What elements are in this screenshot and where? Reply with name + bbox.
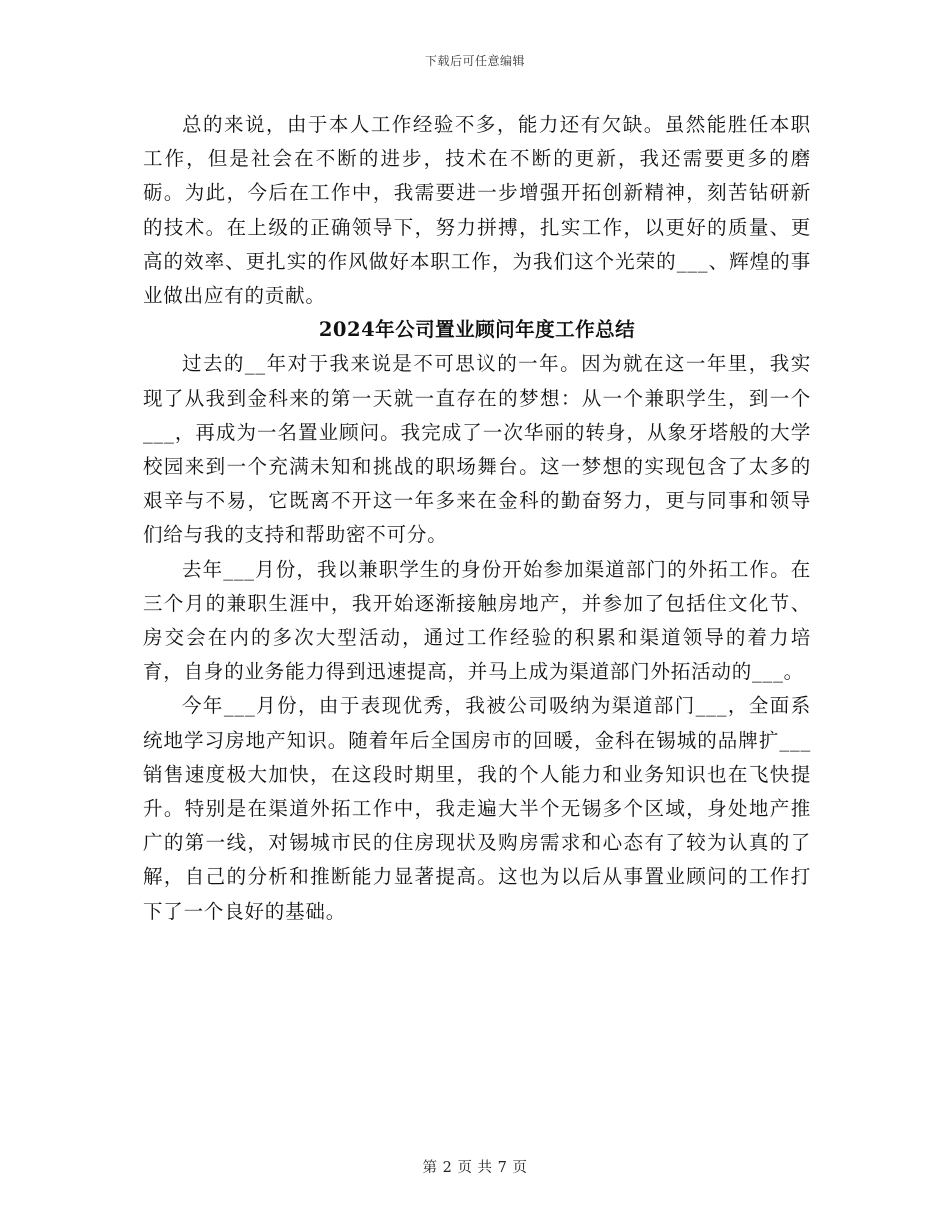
section-title: 2024年公司置业顾问年度工作总结	[318, 318, 636, 342]
paragraph-last-year: 去年___月份，我以兼职学生的身份开始参加渠道部门的外拓工作。在三个月的兼职生涯中，我开始逐渐接触房地产，并参加了包括住文化节、房交会在内的多次大型活动，通过工作经验的积累和渠道领导的着力培育，自身的业务能力得到迅速提高，并马上成为渠道部门外拓活动的___。	[143, 557, 811, 684]
paragraph-summary: 总的来说，由于本人工作经验不多，能力还有欠缺。虽然能胜任本职工作，但是社会在不断的进步，技术在不断的更新，我还需要更多的磨砺。为此，今后在工作中，我需要进一步增强开拓创新精神，刻苦钻研新的技术。在上级的正确领导下，努力拼搏，扎实工作，以更好的质量、更高的效率、更扎实的作风做好本职工作，为我们这个光荣的___、辉煌的事业做出应有的贡献。	[143, 113, 811, 308]
document-body	[143, 108, 811, 929]
paragraph-past-year: 过去的__年对于我来说是不可思议的一年。因为就在这一年里，我实现了从我到金科来的第一天就一直存在的梦想：从一个兼职学生，到一个___，再成为一名置业顾问。我完成了一次华丽的转身，从象牙塔般的大学校园来到一个充满未知和挑战的职场舞台。这一梦想的实现包含了太多的艰辛与不易，它既离不开这一年多来在金科的勤奋努力，更与同事和领导们给与我的支持和帮助密不可分。	[143, 352, 811, 547]
page-number: 第 2 页 共 7 页	[422, 1160, 528, 1176]
page-header: 下载后可任意编辑	[424, 54, 525, 68]
paragraph-this-year: 今年___月份，由于表现优秀，我被公司吸纳为渠道部门___，全面系统地学习房地产知识。随着年后全国房市的回暖，金科在锡城的品牌扩___销售速度极大加快，在这段时期里，我的个人能力和业务知识也在飞快提升。特别是在渠道外拓工作中，我走遍大半个无锡多个区域，身处地产推广的第一线，对锡城市民的住房现状及购房需求和心态有了较为认真的了解，自己的分析和推断能力显著提高。这也为以后从事置业顾问的工作打下了一个良好的基础。	[143, 694, 811, 923]
